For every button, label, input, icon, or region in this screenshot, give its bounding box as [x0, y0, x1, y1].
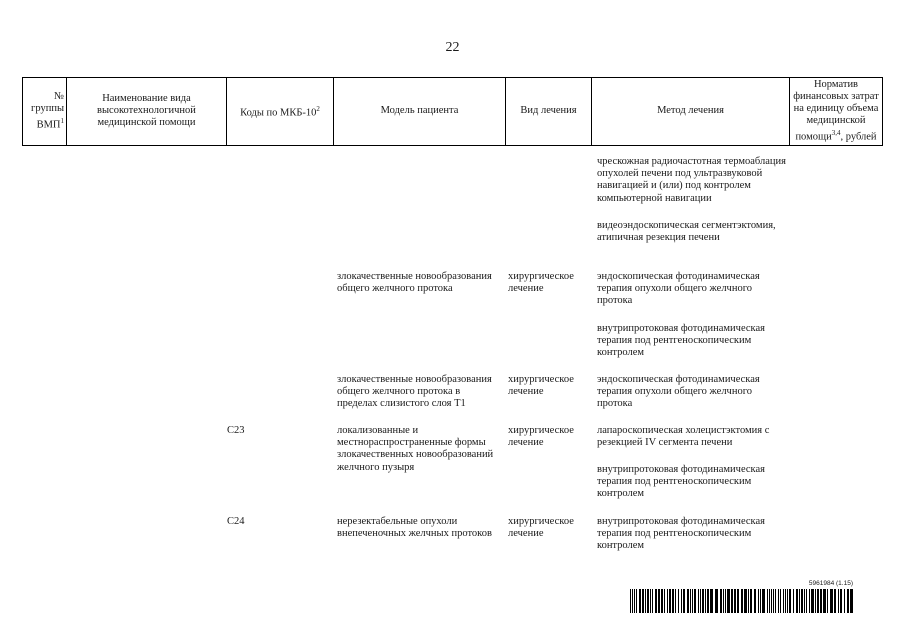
table-header	[22, 77, 883, 146]
patient-model-cell: нерезектабельные опухоли внепеченочных желчных протоков	[337, 516, 492, 540]
method-cell: эндоскопическая фотодинамическая терапия опухоли общего желчного протока	[597, 271, 760, 307]
method-cell: лапароскопическая холецистэктомия с резекцией IV сегмента печени	[597, 425, 770, 449]
icd-code-cell: C24	[227, 516, 245, 527]
method-cell: внутрипротоковая фотодинамическая терапия под рентгеноскопическим контролем	[597, 516, 765, 552]
header-care-type-name: Наименование вида высокотехнологичной медицинской помощи	[67, 78, 227, 146]
barcode-icon	[630, 589, 856, 613]
header-patient-model: Модель пациента	[334, 78, 506, 146]
treatment-type-cell: хирургическое лечение	[508, 425, 574, 449]
method-cell: чрескожная радиочастотная термоаблация опухолей печени под ультразвуковой навигацией и (или) под контролем компьютерной навигации	[597, 156, 786, 204]
patient-model-cell: локализованные и местнораспространенные формы злокачественных новообразований желчного пузыря	[337, 425, 494, 473]
header-group-number: № группы ВМП$^1$	[23, 78, 67, 146]
barcode-label: 5961984 (1.15)	[808, 580, 853, 587]
patient-model-cell: злокачественные новообразования общего желчного протока в пределах слизистого слоя T1	[337, 374, 492, 410]
method-cell: видеоэндоскопическая сегментэктомия, атипичная резекция печени	[597, 220, 776, 244]
method-cell: внутрипротоковая фотодинамическая терапия под рентгеноскопическим контролем	[597, 464, 765, 500]
treatment-type-cell: хирургическое лечение	[508, 271, 574, 295]
patient-model-cell: злокачественные новообразования общего желчного протока	[337, 271, 492, 295]
treatment-type-cell: хирургическое лечение	[508, 374, 574, 398]
method-cell: внутрипротоковая фотодинамическая терапия под рентгеноскопическим контролем	[597, 323, 765, 359]
method-cell: эндоскопическая фотодинамическая терапия опухоли общего желчного протока	[597, 374, 760, 410]
header-cost-norm: Норматив финансовых затрат на единицу объема медицинской помощи$^{3,4}$, рублей	[790, 78, 883, 146]
icd-code-cell: C23	[227, 425, 245, 436]
header-treatment-method: Метод лечения	[592, 78, 790, 146]
treatment-type-cell: хирургическое лечение	[508, 516, 574, 540]
page-number: 22	[445, 40, 460, 55]
header-treatment-type: Вид лечения	[506, 78, 592, 146]
header-icd-codes: Коды по МКБ-$10^2$	[227, 78, 334, 146]
